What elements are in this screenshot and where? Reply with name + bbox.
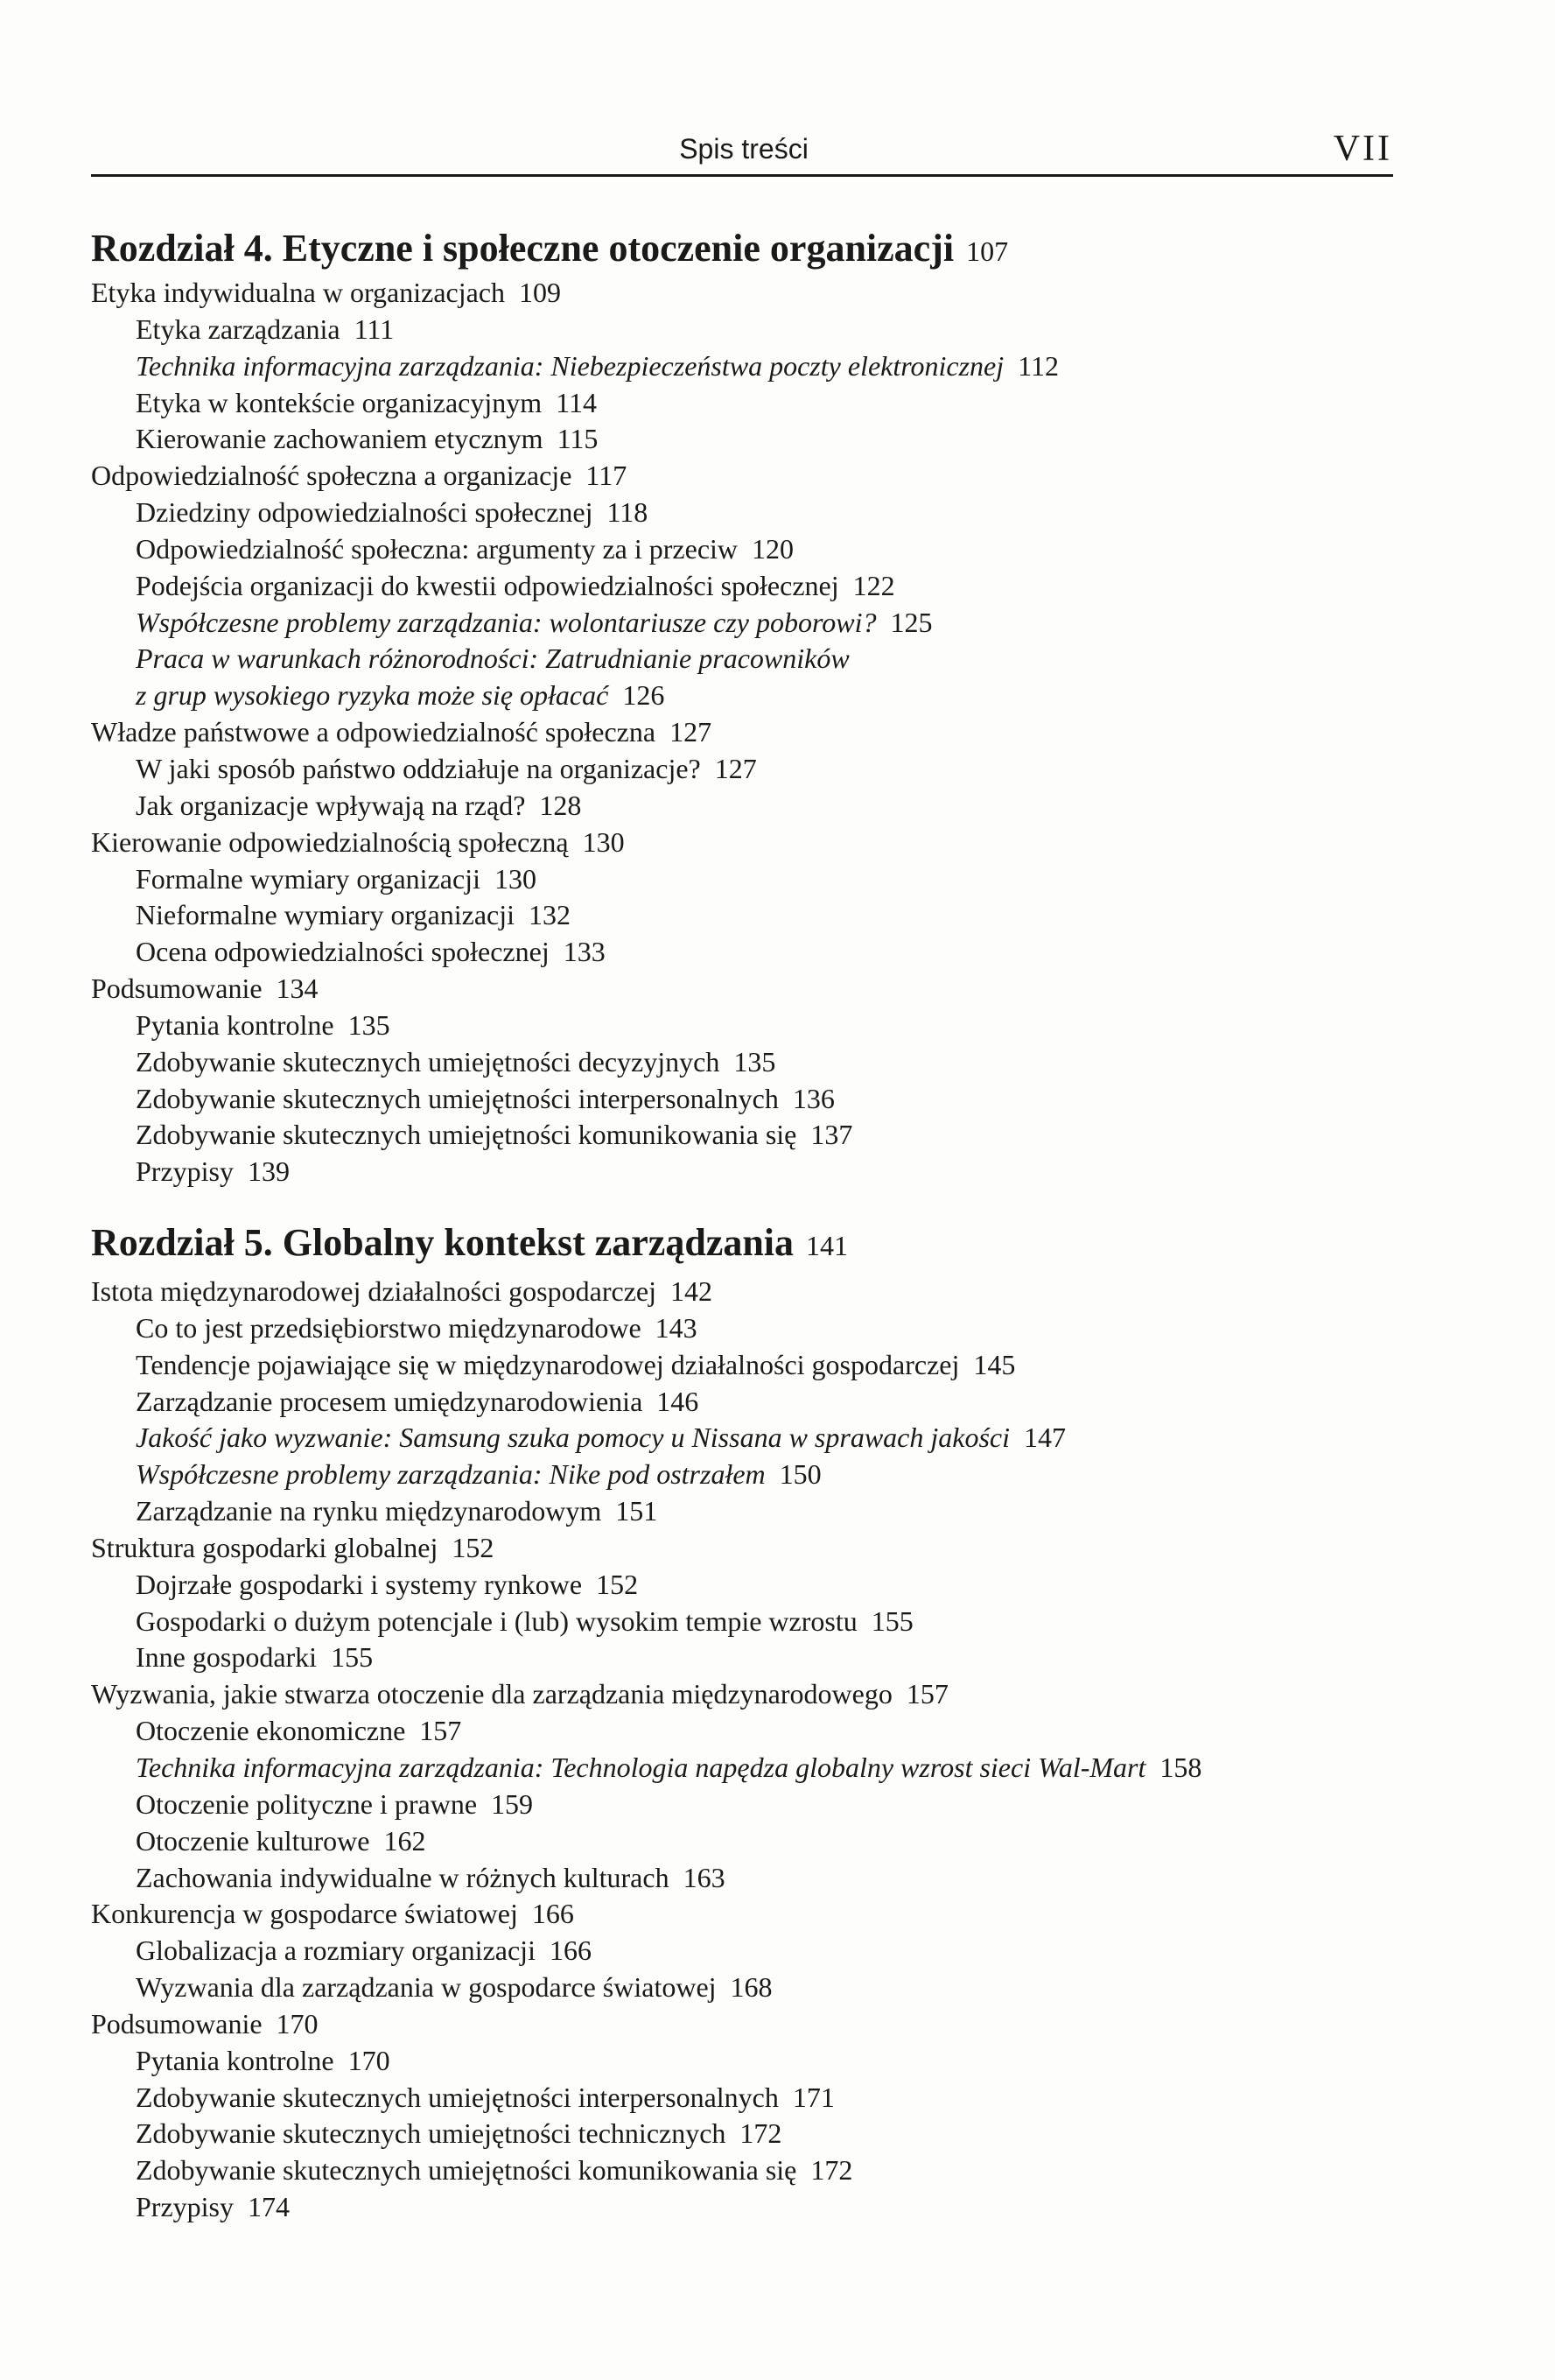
chapter-4-heading	[91, 229, 1008, 268]
toc-entry	[91, 385, 1404, 422]
toc-entry-page-number: 170	[347, 2044, 390, 2076]
toc-entry-page-number: 139	[248, 1155, 290, 1188]
toc-entry	[91, 1117, 1404, 1154]
toc-entry	[91, 1384, 1404, 1421]
toc-entry-title: Technika informacyjna zarządzania: Niebezpieczeństwa poczty elektronicznej	[136, 349, 1005, 382]
toc-entry-page-number: 118	[606, 496, 648, 529]
toc-entry	[91, 1933, 1404, 1969]
toc-entry-title: Formalne wymiary organizacji	[136, 862, 480, 895]
toc-entry-page-number: 135	[347, 1008, 390, 1041]
toc-entry-title: Zdobywanie skutecznych umiejętności interpersonalnych	[136, 1082, 779, 1114]
toc-entry-title: Etyka zarządzania	[136, 312, 340, 345]
toc-entry	[91, 897, 1404, 934]
toc-entry-page-number: 155	[871, 1604, 914, 1637]
toc-entry-page-number: 127	[669, 716, 712, 748]
toc-entry-page-number: 158	[1159, 1751, 1202, 1783]
toc-entry-title: Odpowiedzialność społeczna: argumenty za i przeciw	[136, 532, 739, 565]
toc-entry-title: Zarządzanie procesem umiędzynarodowienia	[136, 1385, 643, 1417]
running-header-page-number: VII	[1333, 129, 1392, 169]
toc-entry-title: Globalizacja a rozmiary organizacji	[136, 1934, 536, 1967]
toc-entry-title: Ocena odpowiedzialności społecznej	[136, 936, 550, 968]
toc-entry-page-number: 112	[1018, 349, 1059, 382]
toc-entry-title: Pytania kontrolne	[136, 1008, 334, 1041]
toc-entry	[91, 1639, 1404, 1676]
toc-entry-title: Otoczenie kulturowe	[136, 1824, 370, 1857]
toc-entry-page-number: 109	[519, 277, 562, 308]
toc-entry-title: Zachowania indywidualne w różnych kulturach	[136, 1861, 669, 1893]
toc-entry-page-number: 151	[615, 1495, 658, 1527]
toc-entry	[91, 1860, 1404, 1897]
toc-entry	[91, 275, 1404, 312]
toc-entry	[91, 348, 1404, 385]
toc-entry-page-number: 171	[792, 2081, 835, 2113]
toc-entry	[91, 2116, 1404, 2152]
toc-entry-title: Technika informacyjna zarządzania: Technologia napędza globalny wzrost sieci Wal-Mart	[136, 1751, 1146, 1783]
toc-entry	[91, 1896, 1404, 1933]
toc-entry	[91, 1044, 1404, 1081]
toc-entry-title: Struktura gospodarki globalnej	[91, 1531, 438, 1563]
toc-entry	[91, 605, 1404, 642]
toc-entry	[91, 458, 1404, 495]
toc-entry-page-number: 163	[683, 1861, 725, 1893]
toc-entry-title: Podsumowanie	[91, 972, 263, 1005]
toc-entry	[91, 1007, 1404, 1044]
toc-entry-page-number: 125	[890, 606, 933, 638]
toc-entry-title: Wyzwania dla zarządzania w gospodarce światowej	[136, 1971, 717, 2004]
toc-entry	[91, 1274, 1404, 1310]
chapter-4-entries	[91, 275, 1404, 1190]
toc-entry-title: Dojrzałe gospodarki i systemy rynkowe	[136, 1568, 583, 1600]
chapter-title: Rozdział 4. Etyczne i społeczne otoczenie organizacji	[91, 227, 955, 270]
toc-entry-page-number: 126	[622, 679, 665, 712]
toc-entry-title: Nieformalne wymiary organizacji	[136, 899, 515, 931]
toc-entry-page-number: 142	[669, 1275, 712, 1307]
chapter-page-number: 107	[966, 235, 1009, 267]
toc-entry	[91, 312, 1404, 348]
toc-entry-page-number: 157	[906, 1678, 949, 1710]
toc-entry-title: Kierowanie odpowiedzialnością społeczną	[91, 825, 569, 858]
toc-entry-page-number: 134	[276, 972, 319, 1005]
toc-entry	[91, 788, 1404, 825]
toc-entry	[91, 825, 1404, 861]
toc-entry-title: Etyka w kontekście organizacyjnym	[136, 386, 543, 418]
toc-entry-title: Konkurencja w gospodarce światowej	[91, 1898, 518, 1930]
toc-entry-page-number: 166	[549, 1934, 592, 1967]
toc-entry-page-number: 152	[596, 1568, 639, 1600]
chapter-page-number: 141	[806, 1230, 849, 1261]
chapter-5-heading	[91, 1221, 849, 1264]
toc-entry	[91, 568, 1404, 605]
toc-entry-page-number: 145	[973, 1348, 1016, 1380]
toc-entry	[91, 971, 1404, 1007]
toc-entry-page-number: 122	[852, 569, 895, 601]
toc-entry-page-number: 143	[655, 1311, 697, 1344]
toc-entry-page-number: 136	[792, 1082, 835, 1114]
toc-entry-title: Wyzwania, jakie stwarza otoczenie dla zarządzania międzynarodowego	[91, 1678, 893, 1710]
toc-entry	[91, 1750, 1404, 1787]
toc-entry	[91, 1457, 1404, 1493]
toc-entry-page-number: 147	[1024, 1422, 1067, 1454]
toc-entry-page-number: 117	[585, 460, 627, 492]
toc-entry-page-number: 166	[531, 1898, 574, 1930]
toc-entry-page-number: 155	[331, 1641, 374, 1674]
toc-entry-title: Przypisy	[136, 2191, 234, 2223]
toc-entry-page-number: 127	[714, 752, 757, 784]
toc-entry-title: W jaki sposób państwo oddziałuje na organizacje?	[136, 752, 701, 784]
toc-entry-page-number: 172	[739, 2117, 782, 2150]
toc-entry-page-number: 174	[248, 2191, 290, 2223]
toc-entry-page-number: 152	[452, 1531, 494, 1563]
toc-entry	[91, 1676, 1404, 1713]
toc-entry	[91, 1347, 1404, 1384]
toc-entry-page-number: 111	[354, 312, 395, 345]
toc-entry-title: Etyka indywidualna w organizacjach	[91, 277, 506, 308]
chapter-5-entries	[91, 1274, 1404, 2226]
toc-entry-page-number: 162	[383, 1824, 426, 1857]
toc-entry-title: Jakość jako wyzwanie: Samsung szuka pomocy u Nissana w sprawach jakości	[136, 1422, 1011, 1454]
toc-entry	[91, 641, 1404, 677]
toc-entry-page-number: 172	[810, 2154, 853, 2187]
toc-entry-page-number: 146	[656, 1385, 699, 1417]
toc-entry-title: Zdobywanie skutecznych umiejętności decyzyjnych	[136, 1045, 720, 1078]
toc-entry-title: Gospodarki o dużym potencjale i (lub) wysokim tempie wzrostu	[136, 1604, 858, 1637]
toc-entry	[91, 751, 1404, 788]
toc-entry	[91, 2152, 1404, 2189]
toc-entry-title: Podejścia organizacji do kwestii odpowiedzialności społecznej	[136, 569, 839, 601]
toc-entry-page-number: 159	[491, 1787, 534, 1820]
toc-entry	[91, 861, 1404, 898]
toc-entry	[91, 1823, 1404, 1860]
toc-entry-page-number: 133	[563, 936, 606, 968]
toc-entry-title: Otoczenie polityczne i prawne	[136, 1787, 478, 1820]
toc-entry-page-number: 120	[752, 532, 795, 565]
toc-entry	[91, 1530, 1404, 1567]
toc-entry	[91, 421, 1404, 458]
toc-entry-title: Dziedziny odpowiedzialności społecznej	[136, 496, 593, 529]
toc-entry-page-number: 114	[556, 386, 597, 418]
running-header-title: Spis treści	[679, 133, 809, 165]
toc-entry-title: Władze państwowe a odpowiedzialność społeczna	[91, 716, 656, 748]
toc-entry-title: Inne gospodarki	[136, 1641, 318, 1674]
toc-entry-page-number: 135	[733, 1045, 776, 1078]
toc-entry-page-number: 128	[539, 789, 582, 821]
toc-entry	[91, 1154, 1404, 1190]
toc-entry-title: Praca w warunkach różnorodności: Zatrudnianie pracowników	[136, 642, 850, 675]
toc-entry-page-number: 130	[494, 862, 536, 895]
toc-entry	[91, 1969, 1404, 2006]
toc-entry-title: Podsumowanie	[91, 2007, 263, 2039]
toc-entry	[91, 495, 1404, 531]
toc-entry	[91, 1604, 1404, 1640]
toc-entry-title: Jak organizacje wpływają na rząd?	[136, 789, 526, 821]
chapter-title: Rozdział 5. Globalny kontekst zarządzania	[91, 1221, 795, 1264]
toc-entry-title: Otoczenie ekonomiczne	[136, 1715, 406, 1747]
toc-entry-page-number: 137	[810, 1119, 853, 1151]
toc-entry-title: Odpowiedzialność społeczna a organizacje	[91, 460, 572, 492]
toc-entry-page-number: 130	[582, 825, 625, 858]
toc-entry-page-number: 115	[557, 423, 599, 455]
toc-entry-title: Pytania kontrolne	[136, 2044, 334, 2076]
toc-entry-page-number: 168	[730, 1971, 773, 2004]
toc-entry	[91, 2189, 1404, 2226]
header-rule	[91, 174, 1393, 177]
toc-entry	[91, 714, 1404, 751]
toc-entry-page-number: 150	[779, 1458, 822, 1491]
toc-entry	[91, 677, 1404, 714]
toc-entry	[91, 934, 1404, 971]
toc-entry	[91, 2006, 1404, 2043]
toc-entry	[91, 1420, 1404, 1457]
toc-entry	[91, 1713, 1404, 1750]
toc-entry	[91, 1787, 1404, 1823]
toc-entry-title: Istota międzynarodowej działalności gospodarczej	[91, 1275, 656, 1307]
toc-entry-title: z grup wysokiego ryzyka może się opłacać	[136, 679, 609, 712]
toc-entry	[91, 2043, 1404, 2080]
toc-entry	[91, 1310, 1404, 1347]
toc-entry	[91, 531, 1404, 568]
toc-entry-page-number: 132	[529, 899, 571, 931]
toc-entry-title: Zdobywanie skutecznych umiejętności komunikowania się	[136, 1119, 797, 1151]
toc-entry-title: Kierowanie zachowaniem etycznym	[136, 423, 543, 455]
toc-entry-title: Zarządzanie na rynku międzynarodowym	[136, 1495, 602, 1527]
toc-entry-title: Zdobywanie skutecznych umiejętności technicznych	[136, 2117, 726, 2150]
toc-entry-title: Współczesne problemy zarządzania: wolontariusze czy poborowi?	[136, 606, 877, 638]
toc-entry-page-number: 157	[419, 1715, 462, 1747]
toc-entry	[91, 2080, 1404, 2117]
toc-entry-page-number: 170	[276, 2007, 319, 2039]
toc-entry	[91, 1493, 1404, 1530]
toc-entry-title: Przypisy	[136, 1155, 234, 1188]
toc-entry-title: Co to jest przedsiębiorstwo międzynarodowe	[136, 1311, 641, 1344]
toc-entry-title: Zdobywanie skutecznych umiejętności interpersonalnych	[136, 2081, 779, 2113]
toc-entry-title: Tendencje pojawiające się w międzynarodowej działalności gospodarczej	[136, 1348, 960, 1380]
toc-entry	[91, 1567, 1404, 1604]
toc-entry-title: Zdobywanie skutecznych umiejętności komunikowania się	[136, 2154, 797, 2187]
toc-entry-title: Współczesne problemy zarządzania: Nike pod ostrzałem	[136, 1458, 766, 1491]
toc-entry	[91, 1081, 1404, 1118]
